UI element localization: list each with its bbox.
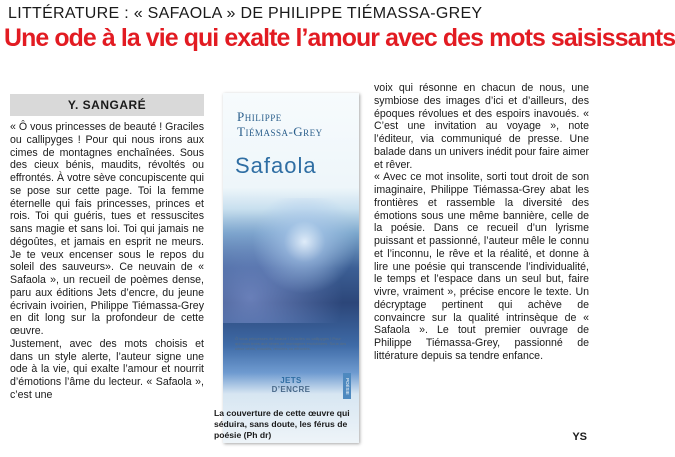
book-cover-figure <box>214 93 364 456</box>
right-column <box>374 82 589 363</box>
author-signature: YS <box>572 431 587 443</box>
byline: Y. SANGARÉ <box>10 94 204 116</box>
right-paragraph-1: voix qui résonne en chacun de nous, une symbiose des images d’ici et d’ailleurs, des époques révolues et des espoirs inavoués. « C’est une invitation au voyage », note l’éditeur, via communiqué de presse. Une balade dans un univers inédit pour faire aimer et rêver. <box>374 82 589 171</box>
cover-author-last: Tiémassa-Grey <box>237 124 323 139</box>
publisher-line-2: D’ENCRE <box>271 385 311 394</box>
cover-author-first: Philippe <box>237 109 282 124</box>
book-cover-image <box>223 93 359 443</box>
genre-tab: POÉSIE <box>343 373 351 399</box>
publisher-line-1: JETS <box>280 376 302 385</box>
right-paragraph-2: « Avec ce mot insolite, sorti tout droit de son imaginaire, Philippe Tiémassa-Grey abat les frontières et rassemble la diversité des émotions sous une même bannière, celle de la poésie. Dans ce recueil d’un lyrisme puissant et passionné, l’auteur mêle le connu et l’inconnu, le rêve et la réalité, et donne à lire une poésie qui transcende l’individualité, le temps et l’espace dans un seul but, faire vivre, vraiment », précise encore le texte. Un décryptage pertinent qui achève de convaincre sur la qualité intrinsèque de « Safaola ». Le tout premier ouvrage de Philippe Tiémassa-Grey, passionné de littérature depuis sa tendre enfance. <box>374 171 589 362</box>
cover-blurb: Ô vous princesses de beauté ! Graciles ou callipyges ! Pour qui nous irons aux cimes de montagnes enchaînées. Sous des cieux bénis, maudits, révoltés ou effrontés. <box>235 336 347 351</box>
cover-author <box>237 109 357 139</box>
article-headline: Une ode à la vie qui exalte l’amour avec des mots saisissants <box>4 24 675 52</box>
figure-caption: La couverture de cette œuvre qui séduira, sans doute, les férus de poésie (Ph dr) <box>214 408 350 440</box>
cover-title: Safaola <box>235 153 317 178</box>
publisher-logo <box>261 376 321 394</box>
left-column <box>10 121 204 402</box>
left-paragraph-1: « Ô vous princesses de beauté ! Graciles ou callipyges ! Pour qui nous irons aux cimes de montagnes enchaînées. Sous des cieux bénis, maudits, révoltés ou effrontés. À votre sève concupiscente qui se pose sur cette page. Toi la femme éternelle qui fais princesses, princes et rois. Toi qui guéris, tues et ressuscites sans magie et sans loi. Toi qui jamais ne dégoûtes, et jamais en esprit ne meurs. Je te veux encenser sous le repos du soleil des sauveurs». Ce neuvain de « Safaola », un recueil de poèmes dense, paru aux éditions Jets d’encre, du jeune écrivain ivoirien, Philippe Tiémassa-Grey en dit long sur la profondeur de cette œuvre. <box>10 121 204 337</box>
galaxy-illustration <box>223 198 359 323</box>
left-paragraph-2: Justement, avec des mots choisis et dans un style alerte, l’auteur signe une ode à la vie, qui exalte l’amour et nourrit d’émotions l’âme du lecteur. « Safaola », c’est une <box>10 337 204 401</box>
article-kicker: LITTÉRATURE : « SAFAOLA » DE PHILIPPE TIÉMASSA-GREY <box>8 5 483 22</box>
